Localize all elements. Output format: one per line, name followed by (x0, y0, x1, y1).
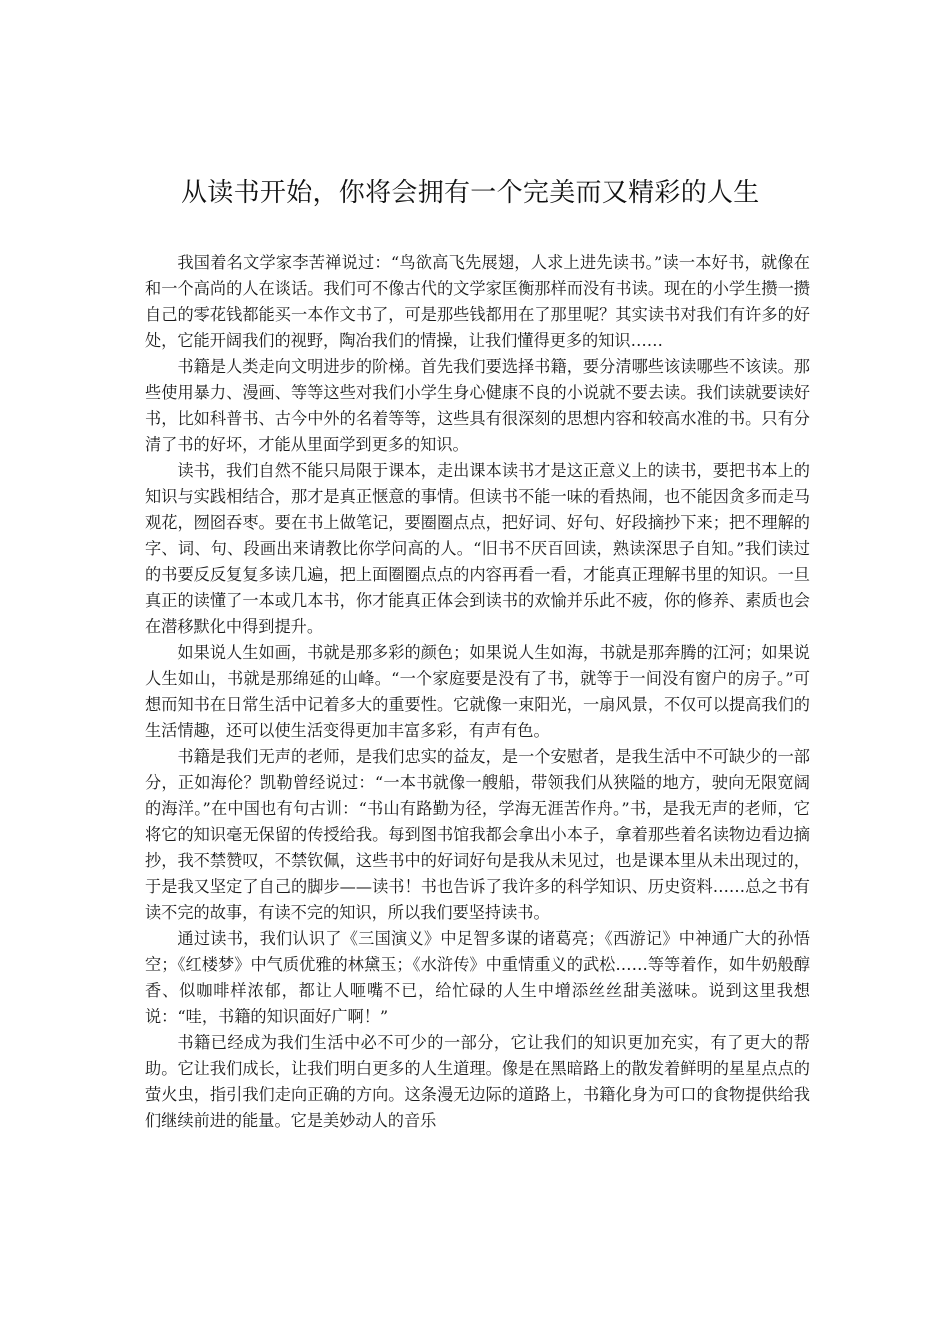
paragraph-2: 书籍是人类走向文明进步的阶梯。首先我们要选择书籍，要分清哪些该读哪些不该读。那些使用暴力、漫画、等等这些对我们小学生身心健康不良的小说就不要去读。我们读就要读好书，比如科普书、古今中外的名着等等，这些具有很深刻的思想内容和较高水准的书。只有分清了书的好坏，才能从里面学到更多的知识。 (145, 357, 810, 454)
paragraph-5: 书籍是我们无声的老师，是我们忠实的益友，是一个安慰者，是我生活中不可缺少的一部分，正如海伦？凯勒曾经说过：“一本书就像一艘船，带领我们从狭隘的地方，驶向无限宽阔的海洋。”在中国也有句古训：“书山有路勤为径，学海无涯苦作舟。”书，是我无声的老师，它将它的知识毫无保留的传授给我。每到图书馆我都会拿出小本子，拿着那些着名读物边看边摘抄，我不禁赞叹，不禁钦佩，这些书中的好词好句是我从未见过，也是课本里从未出现过的，于是我又坚定了自己的脚步——读书！书也告诉了我许多的科学知识、历史资料……总之书有读不完的故事，有读不完的知识，所以我们要坚持读书。 (145, 747, 810, 922)
paragraph-1: 我国着名文学家李苦禅说过：“鸟欲高飞先展翅，人求上进先读书。”读一本好书，就像在和一个高尚的人在谈话。我们可不像古代的文学家匡衡那样而没有书读。现在的小学生攒一攒自己的零花钱都能买一本作文书了，可是那些钱都用在了那里呢？其实读书对我们有许多的好处，它能开阔我们的视野，陶冶我们的情操，让我们懂得更多的知识…… (145, 253, 810, 350)
document-title: 从读书开始，你将会拥有一个完美而又精彩的人生 (181, 178, 760, 208)
document-page (145, 170, 810, 1134)
paragraph-4: 如果说人生如画，书就是那多彩的颜色；如果说人生如海，书就是那奔腾的江河；如果说人生如山，书就是那绵延的山峰。“一个家庭要是没有了书，就等于一间没有窗户的房子。”可想而知书在日常生活中记着多大的重要性。它就像一束阳光，一扇风景，不仅可以提高我们的生活情趣，还可以使生活变得更加丰富多彩，有声有色。 (145, 643, 810, 740)
paragraph-7: 书籍已经成为我们生活中必不可少的一部分，它让我们的知识更加充实，有了更大的帮助。它让我们成长，让我们明白更多的人生道理。像是在黑暗路上的散发着鲜明的星星点点的萤火虫，指引我们走向正确的方向。这条漫无边际的道路上，书籍化身为可口的食物提供给我们继续前进的能量。它是美妙动人的音乐 (145, 1033, 810, 1130)
paragraph-3: 读书，我们自然不能只局限于课本，走出课本读书才是这正意义上的读书，要把书本上的知识与实践相结合，那才是真正惬意的事情。但读书不能一味的看热闹，也不能因贪多而走马观花，囫囵吞枣。要在书上做笔记，要圈圈点点，把好词、好句、好段摘抄下来；把不理解的字、词、句、段画出来请教比你学问高的人。“旧书不厌百回读，熟读深思子自知。”我们读过的书要反反复复多读几遍，把上面圈圈点点的内容再看一看，才能真正理解书里的知识。一旦真正的读懂了一本或几本书，你才能真正体会到读书的欢愉并乐此不疲，你的修养、素质也会在潜移默化中得到提升。 (145, 461, 810, 636)
paragraph-6: 通过读书，我们认识了《三国演义》中足智多谋的诸葛亮；《西游记》中神通广大的孙悟空；《红楼梦》中气质优雅的林黛玉；《水浒传》中重情重义的武松……等等着作，如牛奶般醇香、似咖啡样浓郁，都让人咂嘴不已，给忙碌的人生中增添丝丝甜美滋味。说到这里我想说：“哇，书籍的知识面好广啊！” (145, 929, 810, 1026)
